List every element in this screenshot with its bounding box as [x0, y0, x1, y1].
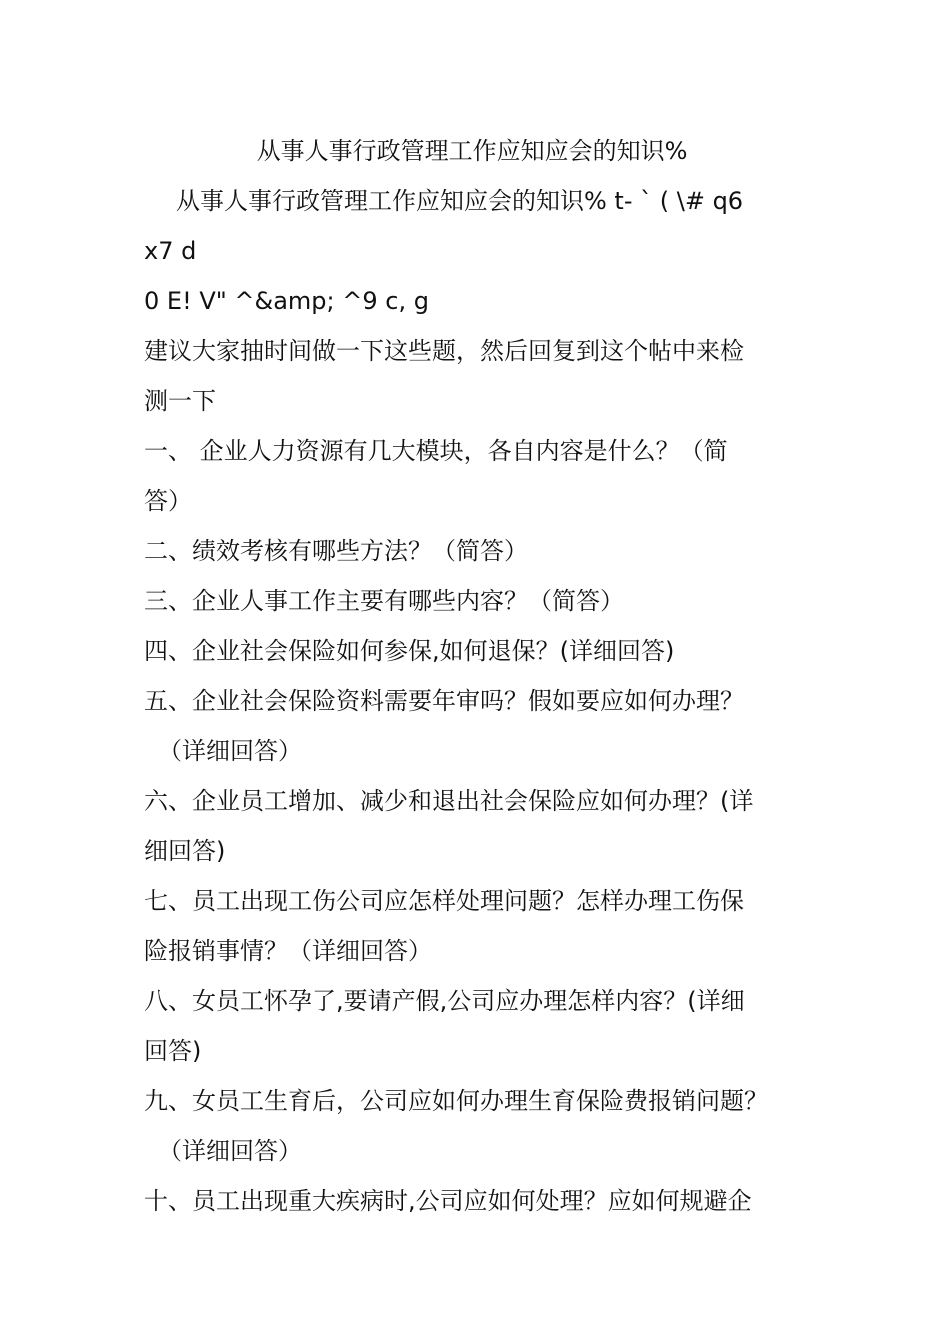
question-line: 四、企业社会保险如何参保,如何退保？(详细回答)	[144, 637, 675, 665]
document-title: 从事人事行政管理工作应知应会的知识%	[256, 137, 688, 165]
question-line: 七、员工出现工伤公司应怎样处理问题？怎样办理工伤保	[144, 887, 744, 915]
question-line: 八、女员工怀孕了,要请产假,公司应办理怎样内容？(详细	[144, 987, 745, 1015]
question-line: （详细回答）	[158, 737, 302, 765]
question-line: 细回答)	[144, 837, 226, 865]
question-line: 一、 企业人力资源有几大模块，各自内容是什么？（简	[144, 437, 728, 465]
paragraph-line: 测一下	[144, 387, 216, 415]
question-line: 五、企业社会保险资料需要年审吗？假如要应如何办理？	[144, 687, 744, 715]
question-line: 回答)	[144, 1037, 202, 1065]
question-line: （详细回答）	[158, 1137, 302, 1165]
question-line: 三、企业人事工作主要有哪些内容？（简答）	[144, 587, 624, 615]
paragraph-line: x7 d	[144, 237, 197, 265]
paragraph-line: 0 E! V" ^&amp; ^9 c, g	[144, 287, 429, 315]
question-line: 二、绩效考核有哪些方法？（简答）	[144, 537, 528, 565]
paragraph-line: 从事人事行政管理工作应知应会的知识% t- ` ( \# q6	[176, 187, 744, 215]
document-page	[144, 126, 800, 1226]
question-line: 答）	[144, 487, 192, 515]
paragraph-line: 建议大家抽时间做一下这些题，然后回复到这个帖中来检	[144, 337, 744, 365]
question-line: 险报销事情？（详细回答）	[144, 937, 432, 965]
question-line: 十、员工出现重大疾病时,公司应如何处理？应如何规避企	[144, 1187, 752, 1215]
question-line: 九、女员工生育后，公司应如何办理生育保险费报销问题？	[144, 1087, 768, 1115]
question-line: 六、企业员工增加、减少和退出社会保险应如何办理？(详	[144, 787, 754, 815]
